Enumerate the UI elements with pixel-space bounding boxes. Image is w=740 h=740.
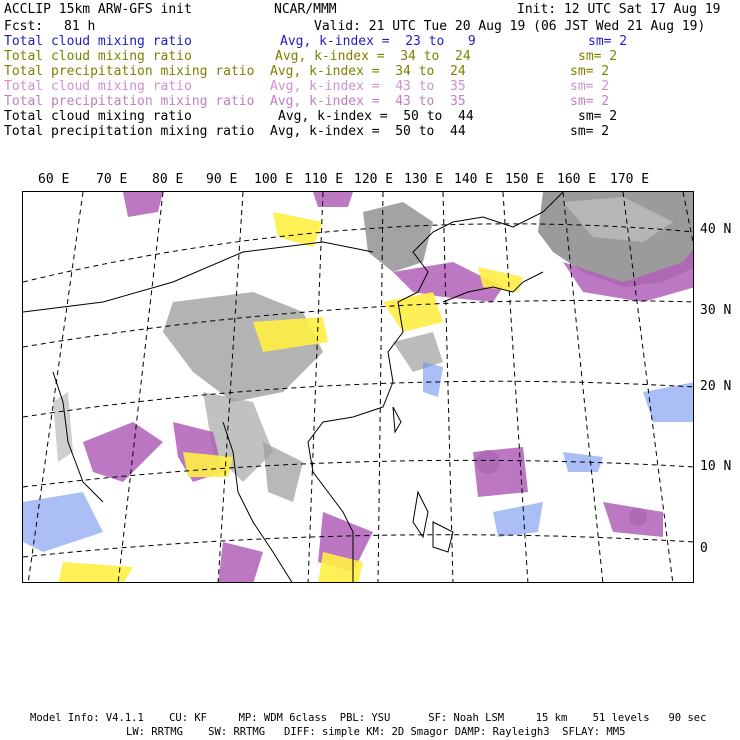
legend-field-name: Total cloud mixing ratio: [4, 49, 192, 64]
legend-k-index: Avg, k-index = 43 to 35: [270, 79, 466, 94]
legend-smoothing: sm= 2: [570, 64, 610, 79]
longitude-label: 130 E: [404, 172, 444, 187]
legend-smoothing: sm= 2: [578, 49, 618, 64]
legend-field-name: Total precipitation mixing ratio: [4, 64, 255, 79]
legend-smoothing: sm= 2: [578, 109, 618, 124]
longitude-label: 60 E: [38, 172, 70, 187]
legend-k-index: Avg, k-index = 50 to 44: [270, 124, 466, 139]
model-title: ACCLIP 15km ARW-GFS init: [4, 2, 192, 17]
latitude-label: 30 N: [700, 303, 732, 318]
legend-smoothing: sm= 2: [570, 94, 610, 109]
longitude-label: 140 E: [454, 172, 494, 187]
model-info-line2: LW: RRTMG SW: RRTMG DIFF: simple KM: 2D Smagor DAMP: Rayleigh3 SFLAY: MM5: [126, 726, 626, 738]
longitude-label: 150 E: [505, 172, 545, 187]
longitude-label: 160 E: [557, 172, 597, 187]
legend-k-index: Avg, k-index = 50 to 44: [278, 109, 474, 124]
init-time: Init: 12 UTC Sat 17 Aug 19: [517, 2, 721, 17]
cloud-shading: [53, 192, 694, 526]
latitude-label: 10 N: [700, 459, 732, 474]
valid-time: Valid: 21 UTC Tue 20 Aug 19 (06 JST Wed 21 Aug 19): [314, 19, 706, 34]
legend-field-name: Total cloud mixing ratio: [4, 79, 192, 94]
legend-k-index: Avg, k-index = 43 to 35: [270, 94, 466, 109]
map-canvas: [23, 192, 694, 583]
legend-field-name: Total precipitation mixing ratio: [4, 124, 255, 139]
legend-smoothing: sm= 2: [570, 124, 610, 139]
org-label: NCAR/MMM: [274, 2, 337, 17]
forecast-label: Fcst:: [4, 19, 44, 34]
longitude-label: 80 E: [152, 172, 184, 187]
longitude-label: 100 E: [254, 172, 294, 187]
longitude-label: 120 E: [354, 172, 394, 187]
longitude-label: 110 E: [304, 172, 344, 187]
legend-field-name: Total cloud mixing ratio: [4, 34, 192, 49]
longitude-label: 90 E: [206, 172, 238, 187]
legend-field-name: Total cloud mixing ratio: [4, 109, 192, 124]
model-info-line1: Model Info: V4.1.1 CU: KF MP: WDM 6class PBL: YSU SF: Noah LSM 15 km 51 levels 90 sec: [30, 712, 707, 724]
longitude-label: 70 E: [96, 172, 128, 187]
map-panel: [22, 191, 694, 583]
latitude-label: 20 N: [700, 379, 732, 394]
legend-smoothing: sm= 2: [570, 79, 610, 94]
longitude-label: 170 E: [610, 172, 650, 187]
legend-smoothing: sm= 2: [588, 34, 628, 49]
legend-field-name: Total precipitation mixing ratio: [4, 94, 255, 109]
legend-k-index: Avg, k-index = 23 to 9: [280, 34, 476, 49]
latitude-label: 0: [700, 541, 708, 556]
forecast-hours: 81 h: [64, 19, 96, 34]
legend-k-index: Avg, k-index = 34 to 24: [270, 64, 466, 79]
legend-k-index: Avg, k-index = 34 to 24: [275, 49, 471, 64]
latitude-label: 40 N: [700, 222, 732, 237]
